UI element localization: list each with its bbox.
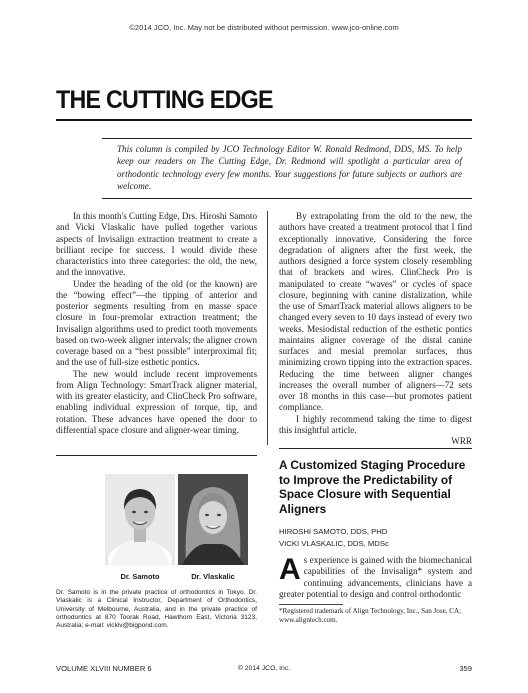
author-bio: Dr. Samoto is in the private practice of orthodontics in Tokyo. Dr. Vlaskalic is a Clinical Instructor, Department of Orthodontics, University of Melbourne, Australia, and in the private practice of orthodontics at 870 Toorak Road, Hawthorn East, Victoria 3123, Australia; e-mail: vickiv@bigpond.com. <box>56 589 257 630</box>
intro-rule-top <box>102 138 472 139</box>
editor-signoff: WRR <box>451 436 472 446</box>
photo-caption: Dr. Vlaskalic <box>191 572 235 581</box>
editorial-paragraph: In this month's Cutting Edge, Drs. Hiroshi Samoto and Vicki Vlaskalic have pulled together various aspects of Invisalign extraction treatment to create a brilliant recipe for success. I would divide these characteristics into three categories: the old, the new, and the innovative. <box>56 211 257 278</box>
page-number: 359 <box>459 664 472 673</box>
editorial-paragraph: I highly recommend taking the time to digest this insightful article. <box>279 413 472 435</box>
drop-cap: A <box>279 553 301 586</box>
editorial-right-column <box>279 211 472 446</box>
section-title: THE CUTTING EDGE <box>56 86 273 114</box>
article-body-text: s experience is gained with the biomechanical capabilities of the Invisalign* system and continuing advancements, clinicians have a greater potential to design and control orthodontic <box>279 555 472 599</box>
title-rule <box>56 119 472 121</box>
author-name: VICKI VLASKALIC, DDS, MDSc <box>279 539 389 549</box>
intro-rule-bottom <box>102 198 472 199</box>
article-title: A Customized Staging Procedure to Improve the Predictability of Space Closure with Sequential Aligners <box>279 458 466 516</box>
article-body <box>279 555 472 600</box>
column-divider <box>267 211 268 445</box>
volume-info: VOLUME XLVIII NUMBER 6 <box>56 664 152 673</box>
article-opening-paragraph <box>279 555 472 600</box>
editorial-paragraph: Under the heading of the old (or the known) are the “bowing effect”—the tipping of anterior and posterior segments resulting from en masse space closure in four-premolar extraction treatment; the Invisalign algorithms used to predict tooth movements based on two-week aligner intervals; the aligner crown coverage based on a “best possible” interproximal fit; and the use of full-size esthetic pontics. <box>56 278 257 368</box>
author-photo-vlaskalic <box>178 474 248 565</box>
author-photo-samoto <box>105 474 175 565</box>
left-column-rule <box>56 455 257 456</box>
editorial-left-column <box>56 211 257 436</box>
article-authors <box>279 526 472 550</box>
intro-text: This column is compiled by JCO Technology Editor W. Ronald Redmond, DDS, MS. To help keep our readers on The Cutting Edge, Dr. Redmond will spotlight a particular area of orthodontic technology every few months. Your suggestions for future subjects or authors are welcome. <box>117 144 462 191</box>
author-name: HIROSHI SAMOTO, DDS, PHD <box>279 527 388 536</box>
right-column-rule <box>279 448 472 449</box>
footer-copyright: © 2014 JCO, Inc. <box>237 665 291 672</box>
copyright-notice: ©2014 JCO, Inc. May not be distributed without permission. www.jco-online.com <box>129 23 399 32</box>
footnote: *Registered trademark of Align Technology, Inc., San Jose, CA; www.aligntech.com. <box>279 607 462 624</box>
editorial-paragraph: The new would include recent improvements from Align Technology: SmartTrack aligner material, with its greater elasticity, and ClinCheck Pro software, enabling individual expression of torque, tip, and rotation. These advances have opened the door to differential space closure and aligner-wear timing. <box>56 368 257 435</box>
footnote-rule <box>279 604 343 605</box>
photo-caption: Dr. Samoto <box>120 572 160 581</box>
editorial-paragraph: By extrapolating from the old to the new, the authors have created a treatment protocol that I find exceptionally innovative. Considering the force degradation of aligners after the first week, the authors designed a force system closely resembling that of brackets and wires. ClinCheck Pro is manipulated to create “waves” or cycles of space closure, beginning with canine distalization, while the use of SmartTrack material allows aligners to be changed every seven to 10 days instead of every two weeks. Mesiodistal reduction of the esthetic pontics maintains aligner coverage of the distal canine surfaces and mesial premolar surfaces, thus minimizing crown tipping into the extraction spaces. Reducing the time between aligner changes increases the overall number of aligners—72 sets over 18 months in this case—but promotes patient compliance. <box>279 211 472 413</box>
